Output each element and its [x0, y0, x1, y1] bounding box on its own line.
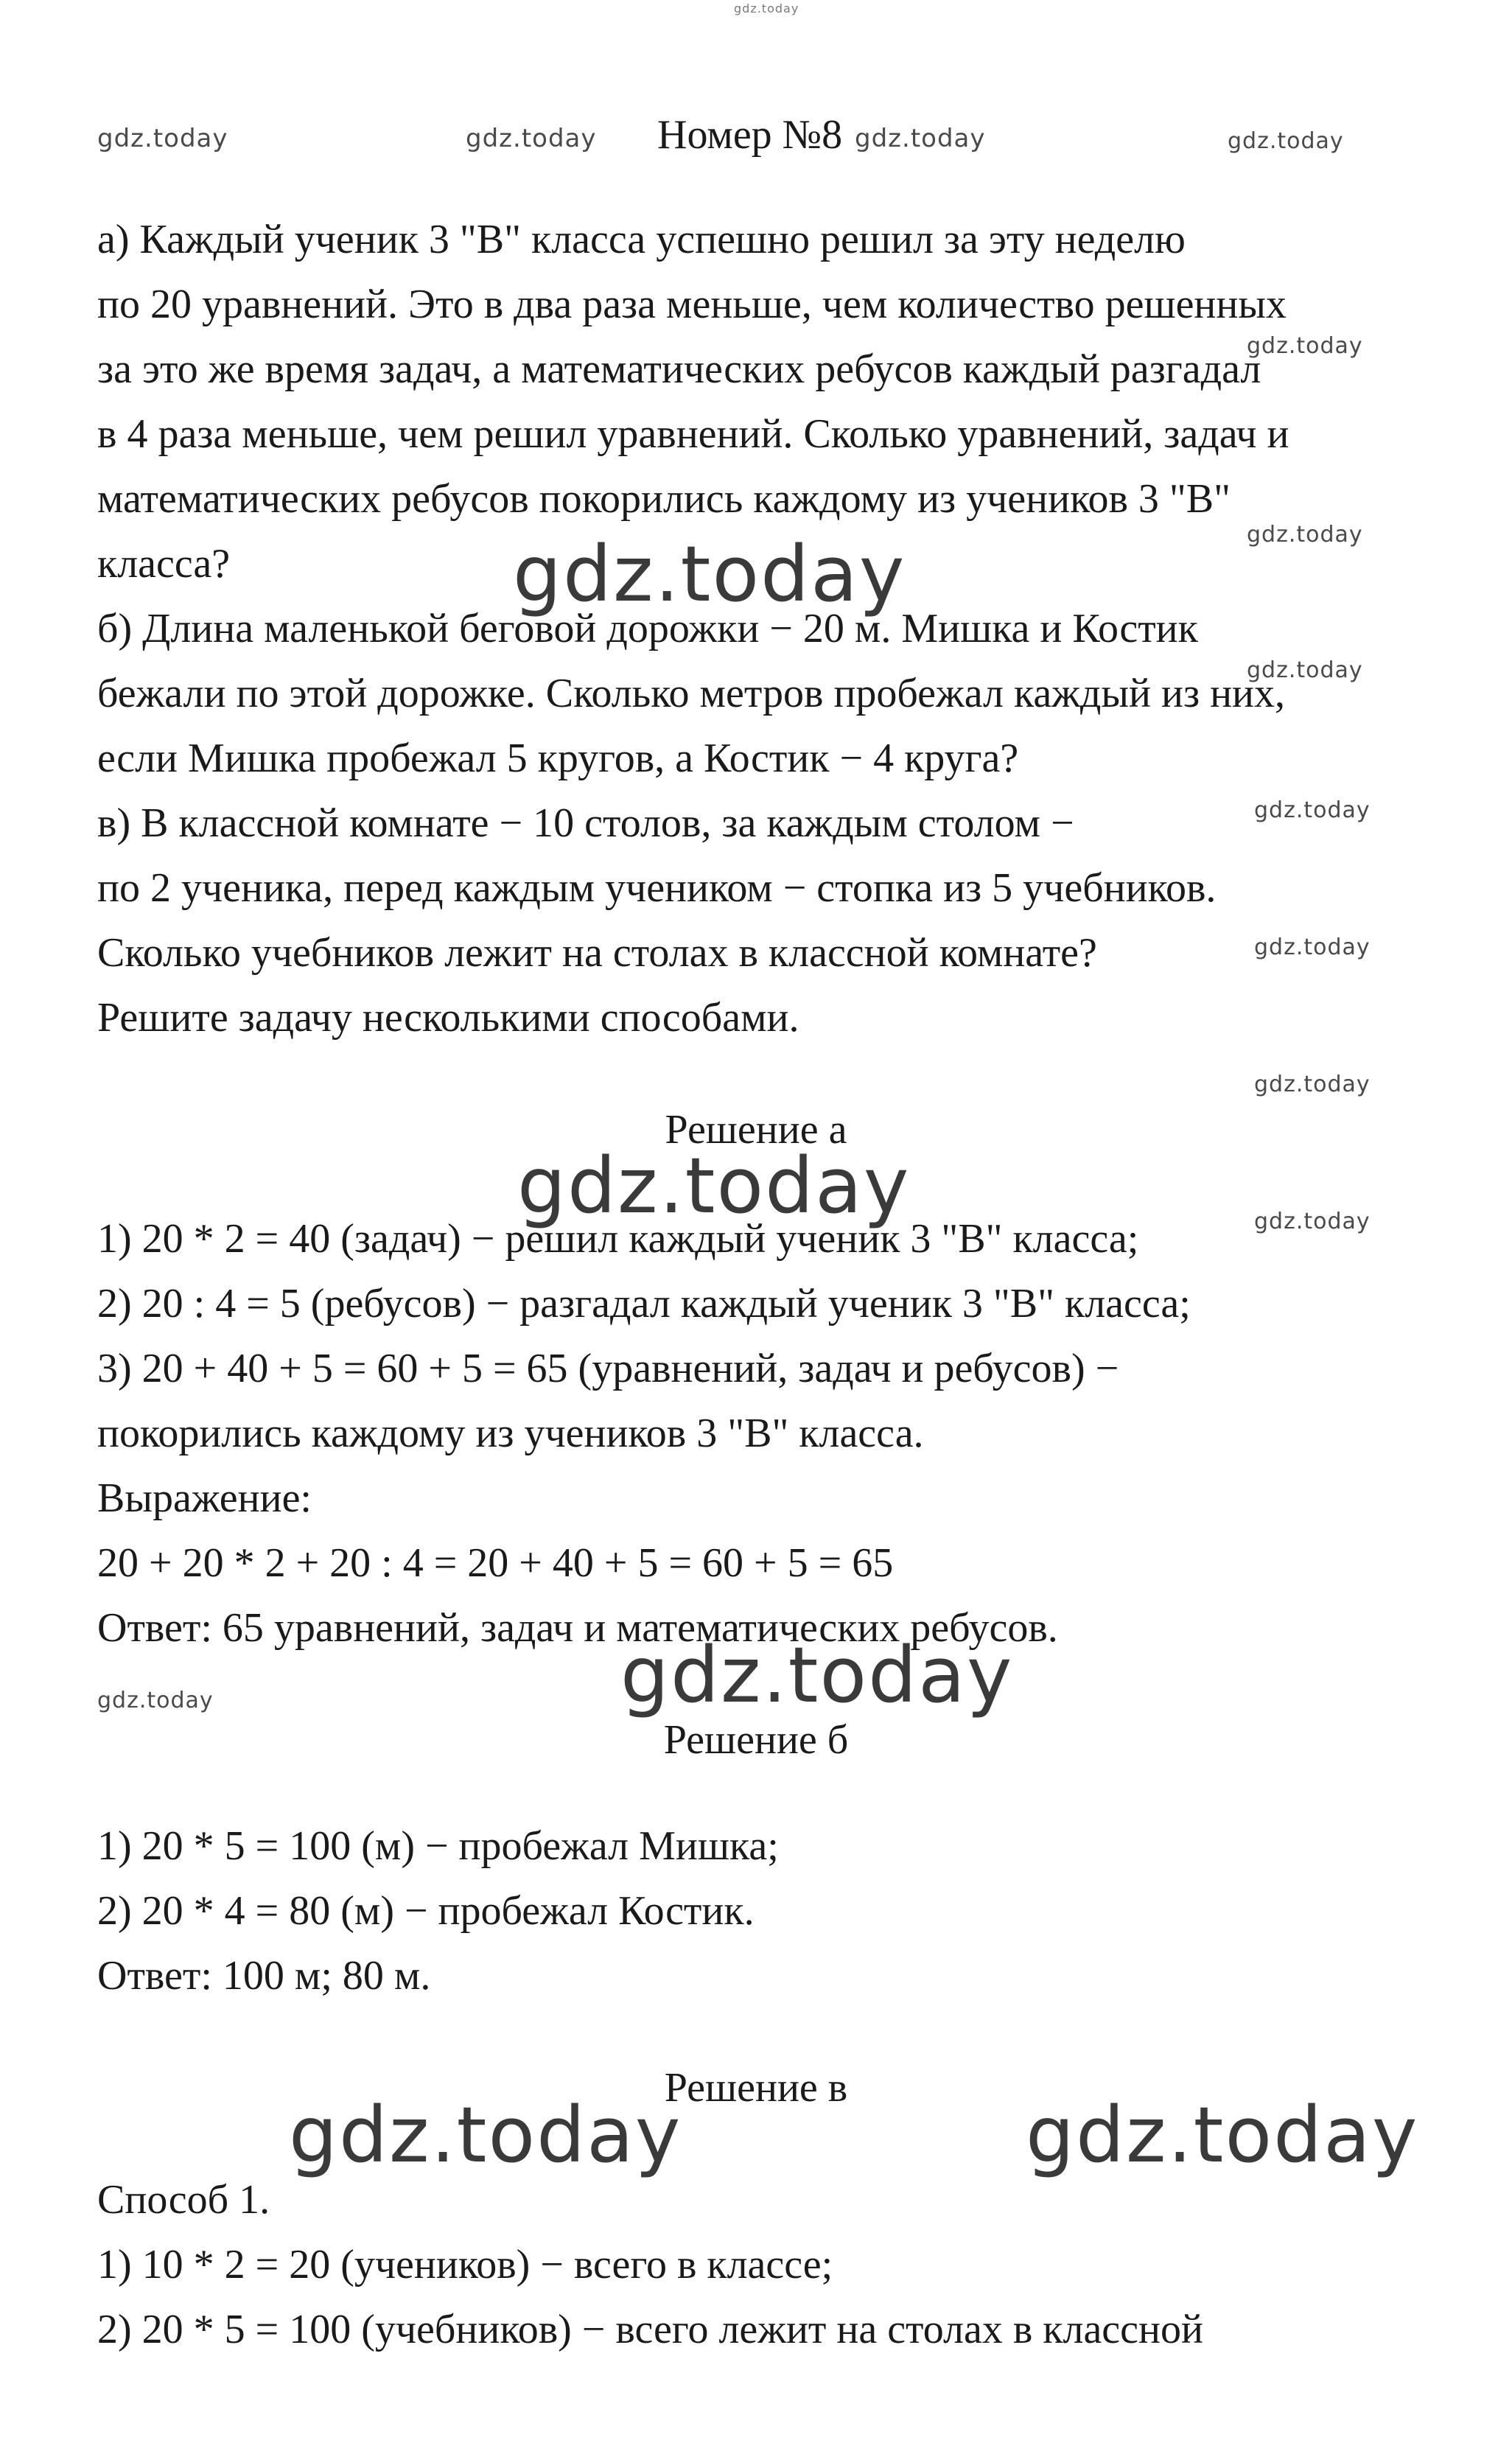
solution-a-line: 1) 20 * 2 = 40 (задач) − решил каждый ученик 3 "В" класса; — [97, 1216, 1139, 1262]
watermark-large: gdz.today — [517, 1141, 911, 1231]
problem-line: если Мишка пробежал 5 кругов, а Костик − 4 круга? — [97, 735, 1019, 781]
solution-b-heading: Решение б — [663, 1717, 849, 1763]
watermark: gdz.today — [97, 124, 228, 153]
watermark: gdz.today — [1247, 333, 1363, 359]
solution-c-heading: Решение в — [664, 2065, 848, 2111]
watermark-large: gdz.today — [513, 529, 906, 619]
solution-a-line: Выражение: — [97, 1475, 312, 1521]
problem-line: класса? — [97, 541, 231, 587]
problem-line: по 2 ученика, перед каждым учеником − стопка из 5 учебников. — [97, 865, 1217, 911]
watermark-large: gdz.today — [620, 1630, 1014, 1720]
watermark: gdz.today — [1254, 1209, 1371, 1234]
problem-line: б) Длина маленькой беговой дорожки − 20 м. Мишка и Костик — [97, 606, 1198, 651]
watermark: gdz.today — [1254, 1072, 1371, 1097]
page-title: Номер №8 — [657, 112, 843, 158]
problem-line: по 20 уравнений. Это в два раза меньше, чем количество решенных — [97, 282, 1287, 327]
solution-a-line: покорились каждому из учеников 3 "В" класса. — [97, 1411, 924, 1456]
watermark: gdz.today — [1247, 522, 1363, 548]
problem-line: за это же время задач, а математических ребусов каждый разгадал — [97, 346, 1261, 392]
solution-c-line: 2) 20 * 5 = 100 (учебников) − всего лежит на столах в классной — [97, 2307, 1203, 2352]
problem-line: Сколько учебников лежит на столах в классной комнате? — [97, 930, 1097, 976]
solution-a-heading: Решение а — [665, 1107, 847, 1153]
watermark: gdz.today — [1228, 128, 1344, 154]
watermark: gdz.today — [97, 1688, 214, 1713]
problem-line: в 4 раза меньше, чем решил уравнений. Сколько уравнений, задач и — [97, 411, 1289, 457]
watermark-large: gdz.today — [289, 2090, 682, 2180]
problem-line: бежали по этой дорожке. Сколько метров пробежал каждый из них, — [97, 671, 1286, 716]
watermark: gdz.today — [1247, 657, 1363, 683]
watermark: gdz.today — [1254, 797, 1371, 823]
watermark: gdz.today — [466, 124, 597, 153]
solution-a-line: 3) 20 + 40 + 5 = 60 + 5 = 65 (уравнений, задач и ребусов) − — [97, 1346, 1119, 1391]
solution-c-line: 1) 10 * 2 = 20 (учеников) − всего в классе; — [97, 2242, 833, 2288]
solution-c-method: Способ 1. — [97, 2177, 270, 2223]
problem-line: а) Каждый ученик 3 "В" класса успешно решил за эту неделю — [97, 217, 1186, 262]
problem-line: в) В классной комнате − 10 столов, за каждым столом − — [97, 800, 1074, 846]
watermark: gdz.today — [855, 124, 986, 153]
solution-a-line: 20 + 20 * 2 + 20 : 4 = 20 + 40 + 5 = 60 + 5 = 65 — [97, 1540, 894, 1586]
problem-line: Решите задачу несколькими способами. — [97, 995, 799, 1041]
solution-a-answer: Ответ: 65 уравнений, задач и математических ребусов. — [97, 1605, 1058, 1651]
problem-line: математических ребусов покорились каждому из учеников 3 "В" — [97, 476, 1231, 522]
solution-b-line: 2) 20 * 4 = 80 (м) − пробежал Костик. — [97, 1888, 755, 1934]
watermark-large: gdz.today — [1026, 2090, 1419, 2180]
solution-a-line: 2) 20 : 4 = 5 (ребусов) − разгадал каждый ученик 3 "В" класса; — [97, 1281, 1191, 1327]
watermark: gdz.today — [1254, 934, 1371, 960]
solution-b-line: 1) 20 * 5 = 100 (м) − пробежал Мишка; — [97, 1823, 779, 1869]
watermark-top: gdz.today — [734, 1, 799, 15]
solution-b-answer: Ответ: 100 м; 80 м. — [97, 1953, 431, 1999]
